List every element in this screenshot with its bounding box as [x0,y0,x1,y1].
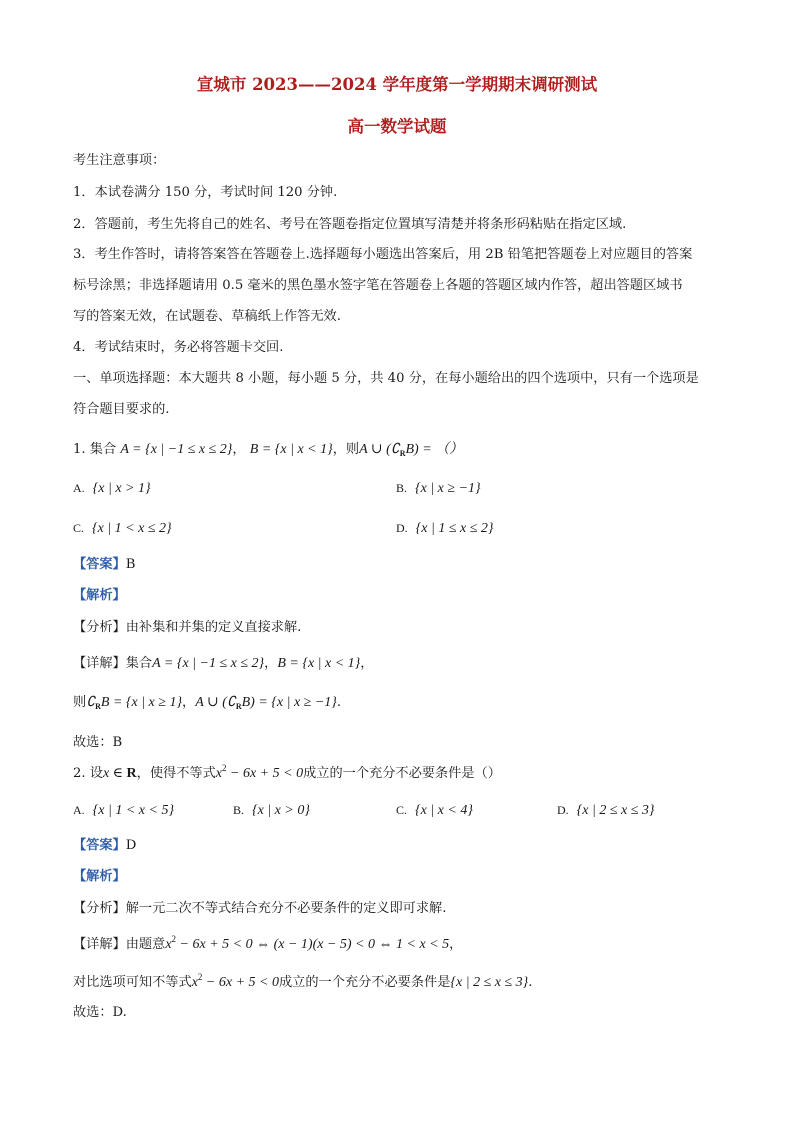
q1-xiangjie: 【详解】集合A = {x | −1 ≤ x ≤ 2}，B = {x | x < 1}， [73,656,374,671]
q1-option-c-value: {x | 1 < x ≤ 2} [92,521,172,536]
q2-option-d[interactable]: D. {x | 2 ≤ x ≤ 3} [557,803,655,818]
q2-analysis-tag: 【解析】 [73,869,126,884]
q1-fenxi [73,619,301,637]
q2-option-c[interactable]: C. {x | x < 4} [396,803,473,818]
notice-item-1: 1．本试卷满分 150 分，考试时间 120 分钟. [73,185,338,200]
notice-item-3-line-2: 标号涂黑；非选择题请用 0.5 毫米的黑色墨水签字笔在答题卷上各题的答题区域内作答，超出答题区域书 [73,278,683,293]
q2-inequality: $x^2 - 6x + 5 < 0$ [215,763,304,781]
q2-fenxi: 【分析】解一元二次不等式结合充分不必要条件的定义即可求解. [73,901,447,916]
notice-heading: 考生注意事项： [73,153,166,168]
q2-number: 2. 设 [73,766,103,781]
q2-answer: 【答案】D [73,838,137,853]
q1-option-d-label: D. [396,521,408,535]
q1-analysis-tag: 【解析】 [73,588,126,603]
q2-comparison: 对比选项可知不等式$x^2 - 6x + 5 < 0$成立的一个充分不必要条件是{x | 2 ≤ x ≤ 3}. [73,972,533,990]
q1-set-a: A = {x | −1 ≤ x ≤ 2} [120,442,233,457]
section-heading-line-1: 一、单项选择题：本大题共 8 小题，每小题 5 分，共 40 分，在每小题给出的四个选项中，只有一个选项是 [73,371,699,386]
notice-item-2: 2．答题前，考生先将自己的姓名、考号在答题卷指定位置填写清楚并将条形码粘贴在指定区域. [73,217,627,232]
q1-fenxi-tag: 【分析】 [73,620,126,635]
q1-xiangjie-tag: 【详解】 [73,656,126,671]
notice-item-3-line-3: 写的答案无效，在试题卷、草稿纸上作答无效. [73,309,341,324]
q1-option-c-label: C. [73,521,85,535]
q1-number: 1. 集合 [73,442,117,457]
q1-answer [73,556,135,574]
q1-set-b: B = {x | x < 1} [249,442,333,457]
q1-option-b-value: {x | x ≥ −1} [415,481,481,496]
q1-option-a-label: A. [73,481,85,495]
q1-answer-tag: 【答案】 [73,557,126,572]
q1-conclusion: 故选：B [73,735,123,750]
q2-option-b[interactable]: B. {x | x > 0} [233,803,310,818]
q2-option-a[interactable]: A. {x | 1 < x < 5} [73,803,175,818]
q1-then: ，则 [332,442,360,457]
q1-option-d[interactable] [396,519,494,538]
q1-comma: ， [232,442,246,457]
section-heading-line-2: 符合题目要求的. [73,402,170,417]
q1-option-d-value: {x | 1 ≤ x ≤ 2} [415,521,494,536]
page-subtitle: 高一数学试题 [347,117,447,136]
q1-expression: A ∪ $(∁_RB)$ = （） [359,442,464,458]
q2-conclusion: 故选：D. [73,1005,127,1020]
q2-xiangjie: 【详解】由题意$x^2 - 6x + 5 < 0$ ⇔ (x − 1)(x − 5) < 0 ⇔ 1 < x < 5， [73,934,463,952]
question-1-stem [73,441,463,459]
q1-fenxi-text: 由补集和并集的定义直接求解. [125,620,302,635]
q1-option-b[interactable] [396,479,481,498]
question-2-stem: 2. 设x ∈ R，使得不等式$x^2 - 6x + 5 < 0$成立的一个充分不必要条件是（） [73,763,501,781]
notice-item-3-line-1: 3．考生作答时，请将答案答在答题卷上.选择题每小题选出答案后，用 2B 铅笔把答题卷上对应题目的答案 [73,247,693,262]
q1-option-a-value: {x | x > 1} [92,481,151,496]
q1-option-b-label: B. [396,481,408,495]
q1-option-a[interactable] [73,479,151,498]
q1-answer-value: B [125,557,136,572]
q1-solution-line: 则$∁_RB = \{x$ | x ≥ 1}，A ∪ $(∁_RB) = \{x$ | x ≥ −1}. [73,695,342,711]
q1-option-c[interactable] [73,519,172,538]
notice-item-4: 4．考试结束时，务必将答题卡交回. [73,340,284,355]
page-title: 宣城市 2023——2024 学年度第一学期期末调研测试 [196,75,598,94]
